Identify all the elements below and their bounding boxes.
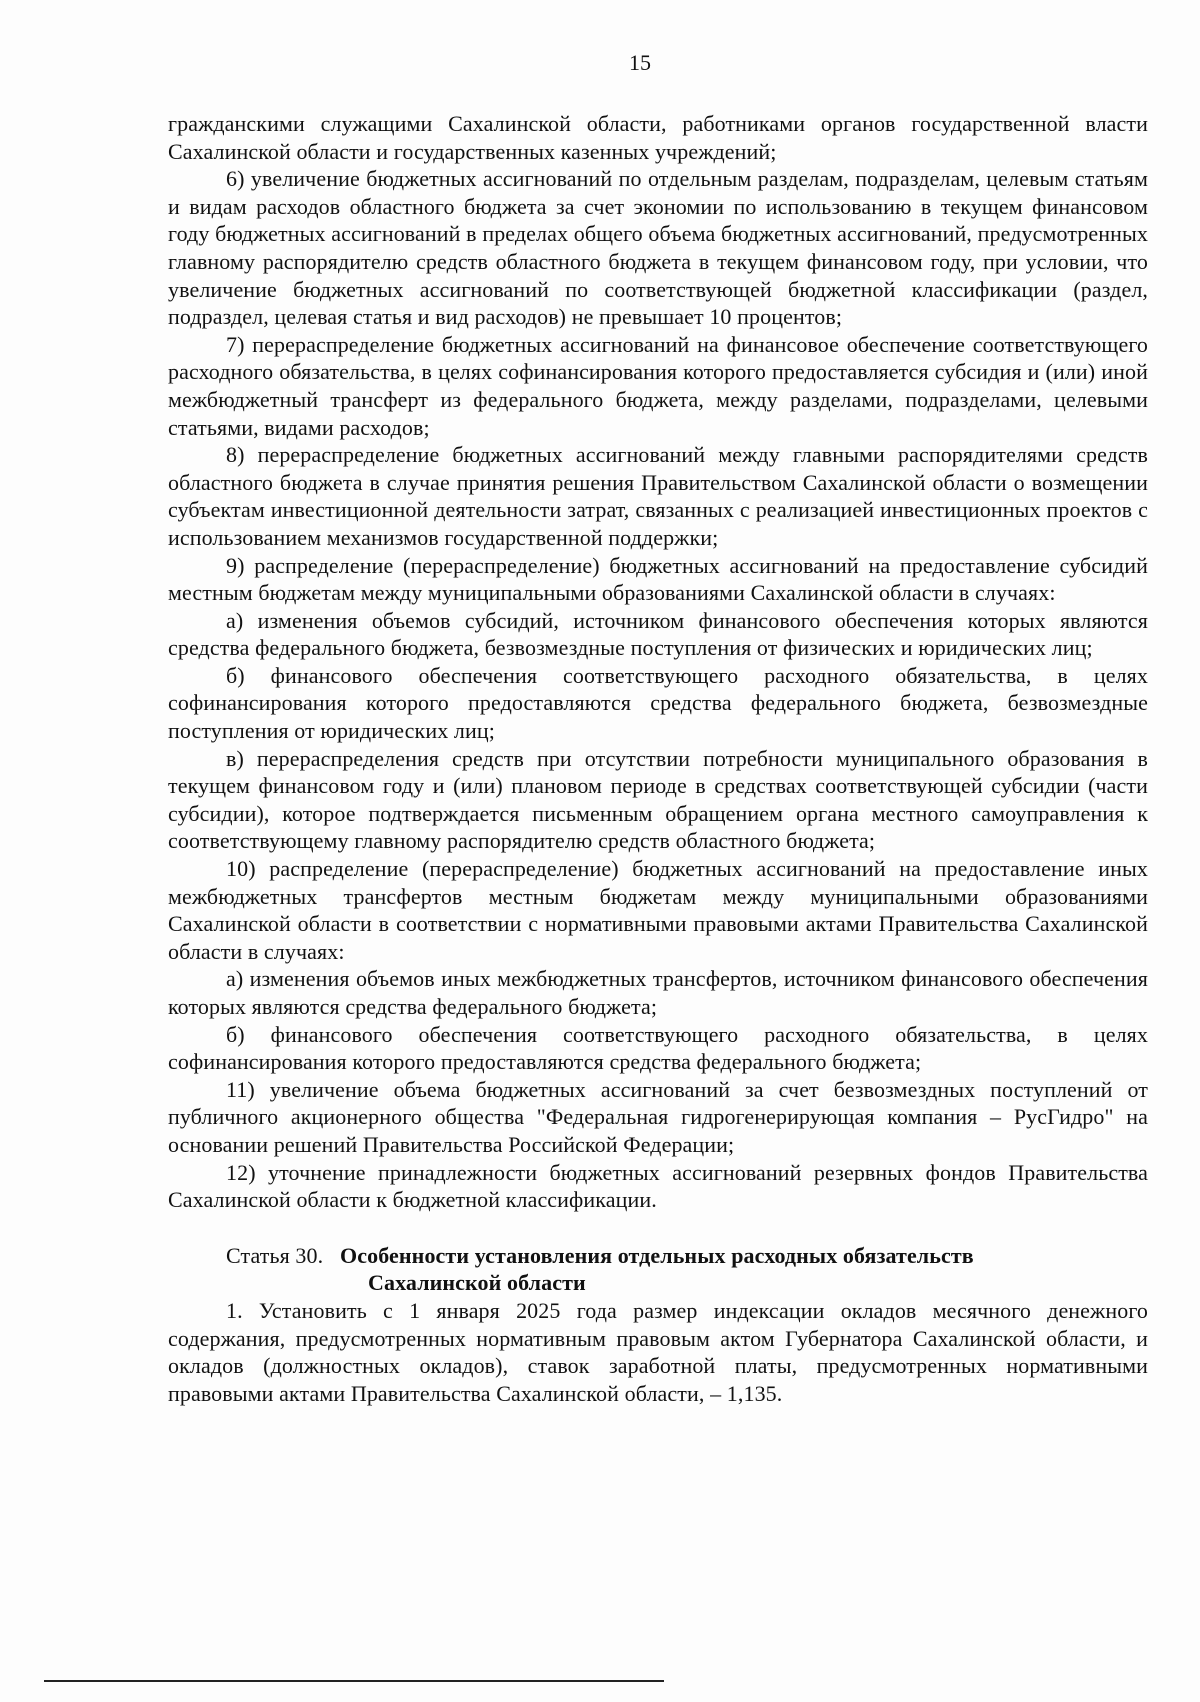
paragraph-continuation: гражданскими служащими Сахалинской области, работниками органов государственной власти Сахалинской области и государственных казенных учреждений;	[168, 111, 1148, 164]
paragraph-item-9v: в) перераспределения средств при отсутствии потребности муниципального образования в текущем финансовом году и (или) плановом периоде в средствах соответствующей субсидии (части субсидии), которое подтверждается письменным обращением органа местного самоуправления к соответствующему главному распорядителю средств областного бюджета;	[168, 745, 1148, 854]
paragraph-item-9b: б) финансового обеспечения соответствующего расходного обязательства, в целях софинансирования которого предоставляются средства федерального бюджета, безвозмездные поступления от юридических лиц;	[168, 662, 1148, 744]
article-title: Особенности установления отдельных расходных обязательств	[340, 1242, 974, 1268]
paragraph-item-9a: а) изменения объемов субсидий, источником финансового обеспечения которых являются средства федерального бюджета, безвозмездные поступления от физических и юридических лиц;	[168, 607, 1148, 661]
paragraph-item-10b: б) финансового обеспечения соответствующего расходного обязательства, в целях софинансирования которого предоставляются средства федерального бюджета;	[168, 1021, 1148, 1075]
document-body	[168, 110, 1148, 1407]
footer-divider	[44, 1680, 664, 1682]
article-heading	[168, 1242, 1148, 1270]
paragraph-item-8: 8) перераспределение бюджетных ассигнований между главными распорядителями средств областного бюджета в случае принятия решения Правительством Сахалинской области о возмещении субъектам инвестиционной деятельности затрат, связанных с реализацией инвестиционных проектов с использованием механизмов государственной поддержки;	[168, 442, 1148, 550]
paragraph-item-6: 6) увеличение бюджетных ассигнований по отдельным разделам, подразделам, целевым статьям и видам расходов областного бюджета за счет экономии по использованию в текущем финансовом году бюджетных ассигнований в пределах общего объема бюджетных ассигнований, предусмотренных главному распорядителю средств областного бюджета в текущем финансовом году, при условии, что увеличение бюджетных ассигнований по соответствующей бюджетной классификации (раздел, подраздел, целевая статья и вид расходов) не превышает 10 процентов;	[168, 166, 1148, 330]
paragraph-item-12: 12) уточнение принадлежности бюджетных ассигнований резервных фондов Правительства Сахалинской области к бюджетной классификации.	[168, 1159, 1148, 1213]
paragraph-item-9: 9) распределение (перераспределение) бюджетных ассигнований на предоставление субсидий местным бюджетам между муниципальными образованиями Сахалинской области в случаях:	[168, 552, 1148, 606]
article-label: Статья 30.	[226, 1242, 335, 1268]
paragraph-item-10a: а) изменения объемов иных межбюджетных трансфертов, источником финансового обеспечения которых являются средства федерального бюджета;	[168, 966, 1148, 1019]
paragraph-item-11: 11) увеличение объема бюджетных ассигнований за счет безвозмездных поступлений от публичного акционерного общества "Федеральная гидрогенерирующая компания – РусГидро" на основании решений Правительства Российской Федерации;	[168, 1076, 1148, 1157]
paragraph-item-10: 10) распределение (перераспределение) бюджетных ассигнований на предоставление иных межбюджетных трансфертов местным бюджетам между муниципальными образованиями Сахалинской области в соответствии с нормативными правовыми актами Правительства Сахалинской области в случаях:	[168, 856, 1148, 964]
paragraph-item-7: 7) перераспределение бюджетных ассигнований на финансовое обеспечение соответствующего расходного обязательства, в целях софинансирования которого предоставляется субсидия и (или) иной межбюджетный трансферт из федерального бюджета, между разделами, подразделами, целевыми статьями, видами расходов;	[168, 331, 1148, 440]
article-title-continuation: Сахалинской области	[368, 1270, 586, 1296]
article-paragraph-1: 1. Установить с 1 января 2025 года размер индексации окладов месячного денежного содержания, предусмотренных нормативным правовым актом Губернатора Сахалинской области, и окладов (должностных окладов), ставок заработной платы, предусмотренных нормативными правовыми актами Правительства Сахалинской области, – 1,135.	[168, 1297, 1148, 1406]
page-number: 15	[629, 50, 651, 75]
